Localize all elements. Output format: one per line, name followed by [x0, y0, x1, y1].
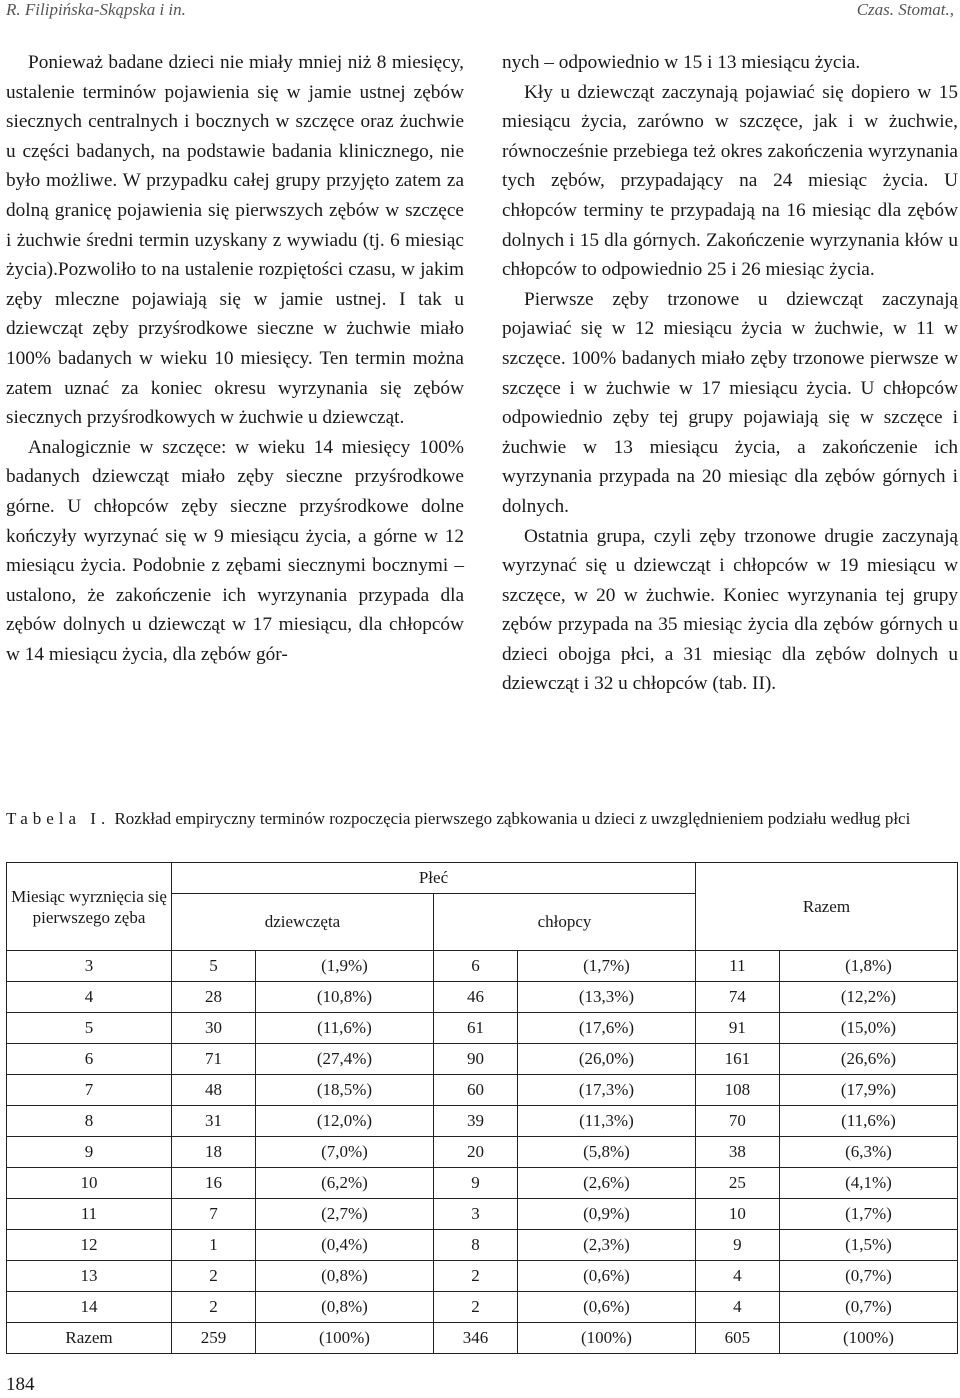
table-cell: 71	[172, 1044, 256, 1075]
table-caption	[6, 806, 958, 831]
table-cell: (1,7%)	[779, 1199, 957, 1230]
table-row	[7, 1106, 958, 1137]
table-cell: 74	[695, 982, 779, 1013]
table-row	[7, 1230, 958, 1261]
table-cell: (0,8%)	[255, 1292, 433, 1323]
table-row	[7, 1013, 958, 1044]
table-cell: (7,0%)	[255, 1137, 433, 1168]
table-cell: 9	[695, 1230, 779, 1261]
table-caption-label: Tabela I.	[6, 809, 111, 828]
table-cell: 3	[7, 951, 172, 982]
table-cell: (6,2%)	[255, 1168, 433, 1199]
table-cell: 259	[172, 1323, 256, 1354]
table-cell: (26,6%)	[779, 1044, 957, 1075]
table-cell: 8	[433, 1230, 517, 1261]
table-cell: 8	[7, 1106, 172, 1137]
left-text-column	[6, 48, 464, 669]
table-cell: (11,6%)	[255, 1013, 433, 1044]
table-cell: (4,1%)	[779, 1168, 957, 1199]
table-row	[7, 1137, 958, 1168]
paragraph: Analogicznie w szczęce: w wieku 14 miesięcy 100% badanych dziewcząt miało zęby sieczne przyśrodkowe górne. U chłopców zęby sieczne przyśrodkowe dolne kończyły wyrzynać się w 9 miesiącu życia, a górne w 12 miesiącu życia. Podobnie z zębami siecznymi bocznymi – ustalono, że zakończenie ich wyrzynania przypada dla zębów dolnych u dziewcząt w 17 miesiącu, dla chłopców w 14 miesiącu życia, dla zębów gór-	[6, 436, 464, 665]
table-cell: (17,6%)	[517, 1013, 695, 1044]
table-cell: (100%)	[255, 1323, 433, 1354]
data-table	[6, 862, 958, 1354]
table-cell: (1,5%)	[779, 1230, 957, 1261]
table-cell: (5,8%)	[517, 1137, 695, 1168]
paragraph: nych – odpowiednio w 15 i 13 miesiącu życia.	[502, 52, 861, 73]
table-cell: (27,4%)	[255, 1044, 433, 1075]
table-cell: 46	[433, 982, 517, 1013]
running-header	[6, 0, 954, 26]
table-row	[7, 982, 958, 1013]
table-cell: 90	[433, 1044, 517, 1075]
table-cell: 4	[7, 982, 172, 1013]
table-cell: (11,6%)	[779, 1106, 957, 1137]
paragraph: Ostatnia grupa, czyli zęby trzonowe drugie zaczynają wyrzynać się u dziewcząt i chłopców w 19 miesiącu w szczęce, w 20 w żuchwie. Koniec wyrzynania tej grupy zębów przypada na 35 miesiąc życia dla zębów górnych u dzieci obojga płci, a 31 miesiąc dla zębów dolnych u dziewcząt i 32 u chłopców (tab. II).	[502, 525, 958, 695]
table-cell: 346	[433, 1323, 517, 1354]
table-cell: (1,9%)	[255, 951, 433, 982]
table-cell: (6,3%)	[779, 1137, 957, 1168]
table-cell: 10	[695, 1199, 779, 1230]
table-cell: 11	[7, 1199, 172, 1230]
table-cell: (0,7%)	[779, 1292, 957, 1323]
table-cell: (15,0%)	[779, 1013, 957, 1044]
table-cell: (2,7%)	[255, 1199, 433, 1230]
table-cell: (12,2%)	[779, 982, 957, 1013]
table-cell: (11,3%)	[517, 1106, 695, 1137]
table-cell: (1,8%)	[779, 951, 957, 982]
paragraph: Kły u dziewcząt zaczynają pojawiać się dopiero w 15 miesiącu życia, zarówno w szczęce, jak i w żuchwie, równocześnie przebiega też okres zakończenia wyrzynania tych zębów, przypadający na 24 miesiąc życia. U chłopców terminy te przypadają na 16 miesiąc dla zębów dolnych i 15 dla górnych. Zakończenie wyrzynania kłów u chłopców to odpowiednio 25 i 26 miesiąc życia.	[502, 81, 958, 281]
table-caption-text: Rozkład empiryczny terminów rozpoczęcia pierwszego ząbkowania u dzieci z uwzględnieniem podziału według płci	[114, 809, 911, 828]
header-month: Miesiąc wyrznięcia się pierwszego zęba	[7, 863, 172, 951]
table-cell: 7	[172, 1199, 256, 1230]
table-cell: (13,3%)	[517, 982, 695, 1013]
table-cell: 60	[433, 1075, 517, 1106]
table-cell: (0,6%)	[517, 1261, 695, 1292]
page-number: 184	[6, 1374, 35, 1395]
table-cell: (0,7%)	[779, 1261, 957, 1292]
table-cell: 7	[7, 1075, 172, 1106]
header-girls: dziewczęta	[172, 894, 434, 951]
table-cell: (0,6%)	[517, 1292, 695, 1323]
table-cell: (12,0%)	[255, 1106, 433, 1137]
paragraph: Ponieważ badane dzieci nie miały mniej niż 8 miesięcy, ustalenie terminów pojawienia się w jamie ustnej zębów siecznych centralnych i bocznych w szczęce oraz żuchwie u części badanych, na podstawie badania klinicznego, nie było możliwe. W przypadku całej grupy przyjęto zatem za dolną granicę pojawienia się pierwszych zębów w szczęce i żuchwie średni termin uzyskany z wywiadu (tj. 6 miesiąc życia).Pozwoliło to na ustalenie rozpiętości czasu, w jakim zęby mleczne pojawiają się w jamie ustnej. I tak u dziewcząt zęby przyśrodkowe sieczne w żuchwie miało 100% badanych w wieku 10 miesięcy. Ten termin można zatem uznać za koniec okresu wyrzynania się zębów siecznych przyśrodkowych w żuchwie u dziewcząt.	[6, 52, 464, 429]
table-cell: 5	[172, 951, 256, 982]
table-cell: 61	[433, 1013, 517, 1044]
table-cell: 2	[433, 1292, 517, 1323]
table-cell: 12	[7, 1230, 172, 1261]
table-cell: 13	[7, 1261, 172, 1292]
table-cell: (17,3%)	[517, 1075, 695, 1106]
table-cell: (0,9%)	[517, 1199, 695, 1230]
table-cell: 5	[7, 1013, 172, 1044]
right-text-column	[502, 48, 958, 699]
table-cell: (2,6%)	[517, 1168, 695, 1199]
table-body	[7, 951, 958, 1354]
header-journal: Czas. Stomat.,	[856, 0, 954, 19]
header-authors: R. Filipińska-Skąpska i in.	[6, 0, 186, 19]
table-cell: 39	[433, 1106, 517, 1137]
table-cell: (17,9%)	[779, 1075, 957, 1106]
table-cell: 4	[695, 1292, 779, 1323]
table-cell: 48	[172, 1075, 256, 1106]
table-row	[7, 1044, 958, 1075]
table-row	[7, 1323, 958, 1354]
table-cell: 6	[433, 951, 517, 982]
table-cell: 3	[433, 1199, 517, 1230]
table-cell: 20	[433, 1137, 517, 1168]
table-cell: 28	[172, 982, 256, 1013]
table-cell: 108	[695, 1075, 779, 1106]
table-cell: (1,7%)	[517, 951, 695, 982]
table-cell: 91	[695, 1013, 779, 1044]
table-cell: Razem	[7, 1323, 172, 1354]
table-cell: (26,0%)	[517, 1044, 695, 1075]
table-cell: 9	[433, 1168, 517, 1199]
table-row	[7, 951, 958, 982]
table-cell: 30	[172, 1013, 256, 1044]
table-cell: 31	[172, 1106, 256, 1137]
table-cell: 70	[695, 1106, 779, 1137]
table-cell: 18	[172, 1137, 256, 1168]
table-cell: (2,3%)	[517, 1230, 695, 1261]
table-cell: (18,5%)	[255, 1075, 433, 1106]
table-row	[7, 1199, 958, 1230]
table-row	[7, 1168, 958, 1199]
table-cell: 2	[172, 1292, 256, 1323]
table-cell: 14	[7, 1292, 172, 1323]
header-total: Razem	[695, 863, 957, 951]
header-boys: chłopcy	[433, 894, 695, 951]
table-row	[7, 1075, 958, 1106]
table-cell: 1	[172, 1230, 256, 1261]
table-cell: (100%)	[517, 1323, 695, 1354]
table-cell: (10,8%)	[255, 982, 433, 1013]
table-cell: 4	[695, 1261, 779, 1292]
table-cell: 10	[7, 1168, 172, 1199]
table-cell: 9	[7, 1137, 172, 1168]
table-row	[7, 1261, 958, 1292]
table-cell: (0,4%)	[255, 1230, 433, 1261]
table-cell: 2	[172, 1261, 256, 1292]
table-cell: (100%)	[779, 1323, 957, 1354]
table-cell: 25	[695, 1168, 779, 1199]
table-cell: 16	[172, 1168, 256, 1199]
header-sex: Płeć	[172, 863, 696, 894]
table-row	[7, 1292, 958, 1323]
table-cell: 6	[7, 1044, 172, 1075]
table-cell: (0,8%)	[255, 1261, 433, 1292]
table-cell: 161	[695, 1044, 779, 1075]
table-cell: 11	[695, 951, 779, 982]
paragraph: Pierwsze zęby trzonowe u dziewcząt zaczynają pojawiać się w 12 miesiącu życia w żuchwie, w 11 w szczęce. 100% badanych miało zęby trzonowe pierwsze w szczęce i w żuchwie w 17 miesiącu życia. U chłopców odpowiednio zęby tej grupy pojawiają się w szczęce i żuchwie w 13 miesiącu życia, a zakończenie ich wyrzynania przypada na 20 miesiąc dla zębów górnych i dolnych.	[502, 288, 958, 517]
table-cell: 605	[695, 1323, 779, 1354]
table-cell: 38	[695, 1137, 779, 1168]
table-cell: 2	[433, 1261, 517, 1292]
